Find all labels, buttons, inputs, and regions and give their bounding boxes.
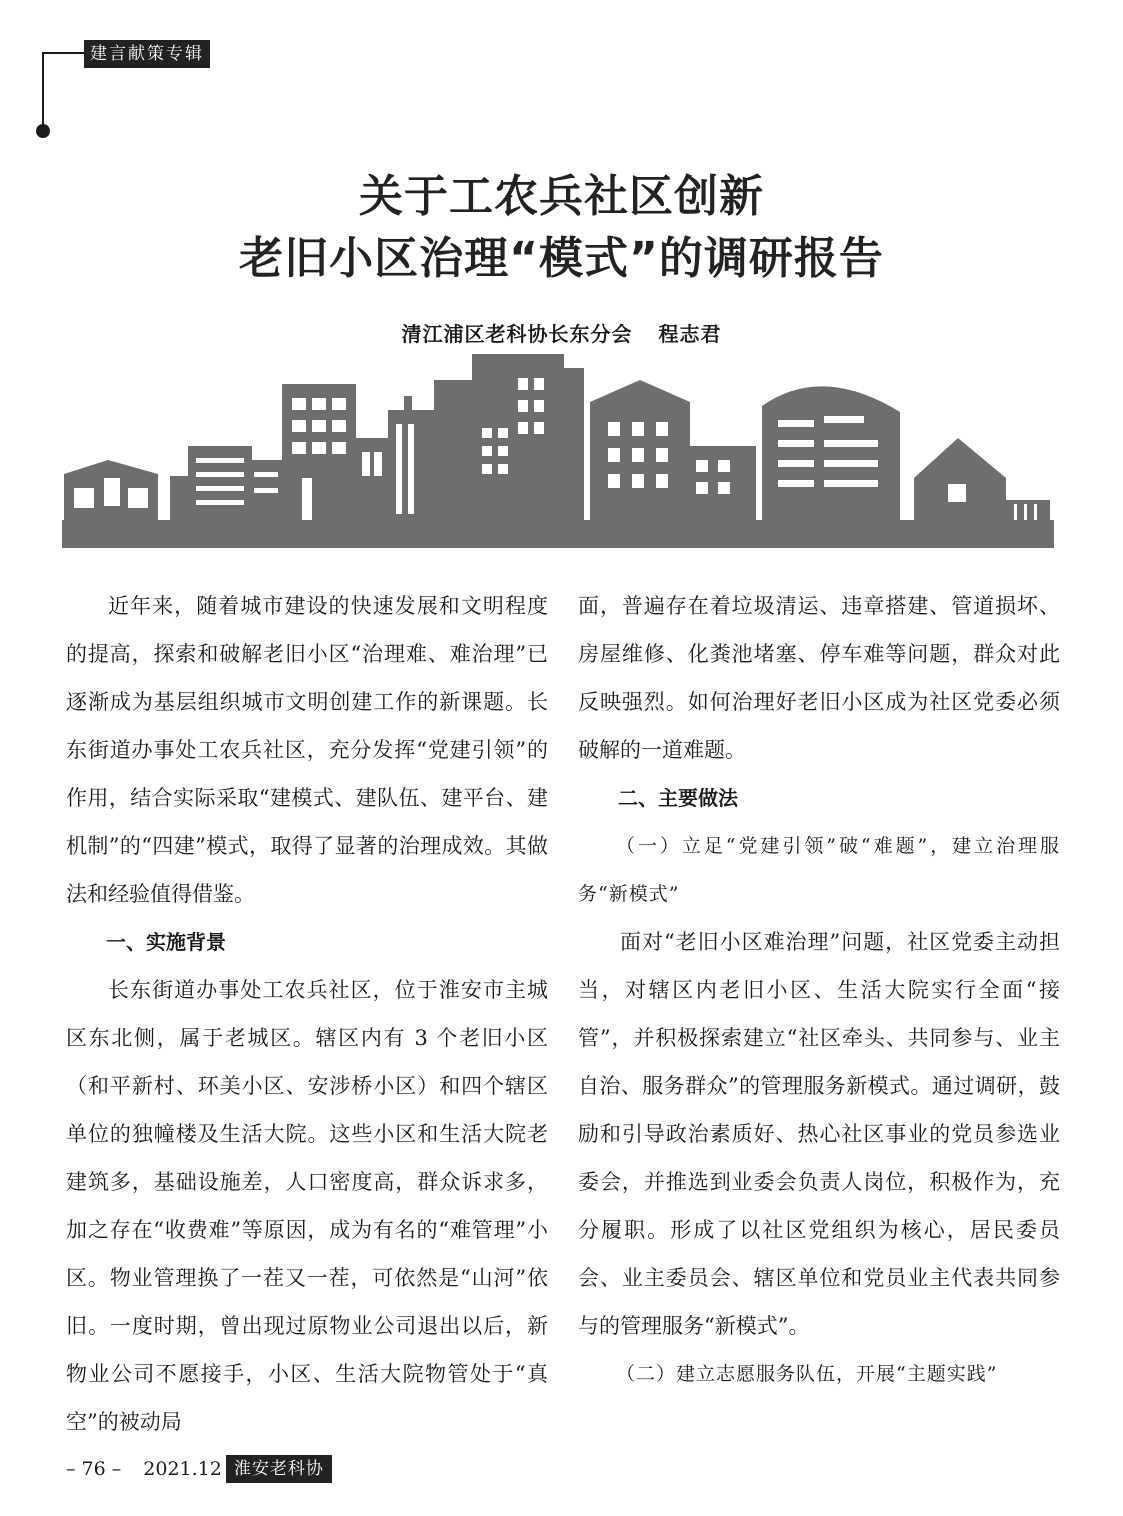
right-text-column [578,582,1060,1398]
city-skyline-illustration [62,348,1054,548]
body-paragraph: 面对“老旧小区难治理”问题，社区党委主动担当，对辖区内老旧小区、生活大院实行全面“接管”，并积极探索建立“社区牵头、共同参与、业主自治、服务群众”的管理服务新模式。通过调研，鼓励和引导政治素质好、热心社区事业的党员参选业委会，并推选到业委会负责人岗位，积极作为，充分履职。形成了以社区党组织为核心，居民委员会、业主委员会、辖区单位和党员业主代表共同参与的管理服务“新模式”。 [578,930,1060,1338]
section-tag: 建言献策专辑 [84,40,210,68]
section-heading-methods: 二、主要做法 [618,786,738,810]
article-title-line1: 关于工农兵社区创新 [359,171,764,222]
article-title-line2: 老旧小区治理“模式”的调研报告 [239,233,884,284]
page-number: – 76 – [66,1458,122,1480]
left-text-column [66,582,548,1446]
author-name: 程志君 [658,322,722,346]
page-footer [66,1454,332,1484]
journal-name: 淮安老科协 [226,1455,332,1483]
body-paragraph-continued: 面，普遍存在着垃圾清运、违章搭建、管道损坏、房屋维修、化粪池堵塞、停车难等问题，群众对此反映强烈。如何治理好老旧小区成为社区党委必须破解的一道难题。 [578,594,1060,762]
subsection-heading-1: （一）立足“党建引领”破“难题”，建立治理服务“新模式” [578,835,1060,905]
issue-date: 2021.12 [143,1458,222,1480]
body-paragraph: 近年来，随着城市建设的快速发展和文明程度的提高，探索和破解老旧小区“治理难、难治理”已逐渐成为基层组织城市文明创建工作的新课题。长东街道办事处工农兵社区，充分发挥“党建引领”的作用，结合实际采取“建模式、建队伍、建平台、建机制”的“四建”模式，取得了显著的治理成效。其做法和经验值得借鉴。 [66,594,548,906]
byline [0,318,1123,347]
header-bullet-dot [36,124,50,138]
section-heading-background: 一、实施背景 [106,930,226,954]
header-rule-horizontal [42,52,86,54]
body-paragraph: 长东街道办事处工农兵社区，位于淮安市主城区东北侧，属于老城区。辖区内有 3 个老旧小区（和平新村、环美小区、安涉桥小区）和四个辖区单位的独幢楼及生活大院。这些小区和生活大院老建筑多，基础设施差，人口密度高，群众诉求多，加之存在“收费难”等原因，成为有名的“难管理”小区。物业管理换了一茬又一茬，可依然是“山河”依旧。一度时期，曾出现过原物业公司退出以后，新物业公司不愿接手，小区、生活大院物管处于“真空”的被动局 [66,978,548,1434]
header-rule-vertical [42,52,44,130]
author-organization: 清江浦区老科协长东分会 [401,322,633,346]
subsection-heading-2: （二）建立志愿服务队伍，开展“主题实践” [616,1363,998,1385]
